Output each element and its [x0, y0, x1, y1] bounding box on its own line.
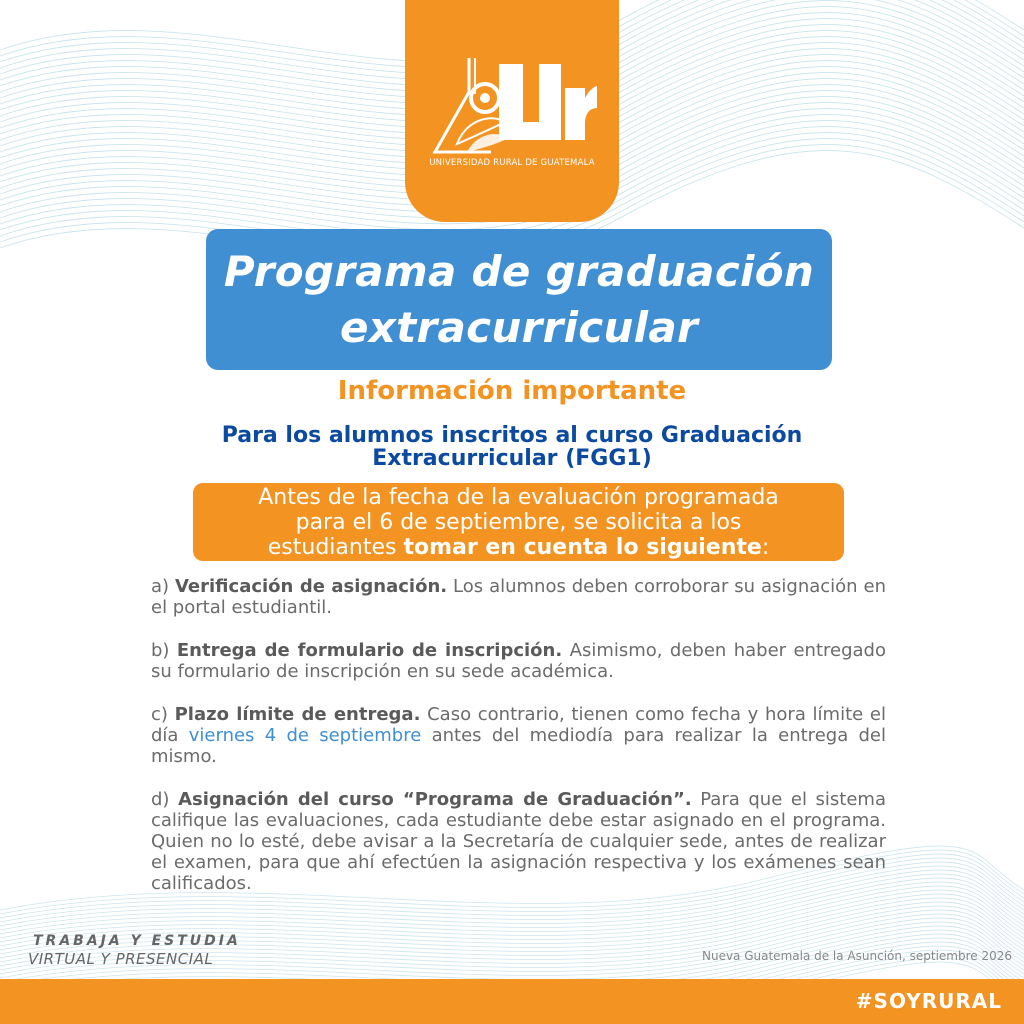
requirements-list	[151, 576, 886, 916]
item-title: Asignación del curso “Programa de Graduación”.	[178, 789, 692, 810]
item-text: antes del mediodía para realizar la entrega del mismo.	[151, 725, 887, 767]
item-letter: c)	[151, 704, 168, 725]
university-logo-icon	[427, 52, 597, 162]
item-letter: b)	[151, 640, 170, 661]
item-letter: d)	[151, 789, 170, 810]
instruction-note-emphasis: tomar en cuenta lo siguiente	[403, 534, 762, 560]
instruction-note-line-1: Antes de la fecha de la evaluación programada	[258, 484, 779, 510]
instruction-note-suffix: :	[761, 534, 770, 560]
logo-caption: UNIVERSIDAD RURAL DE GUATEMALA	[429, 158, 595, 168]
item-title: Entrega de formulario de inscripción.	[176, 640, 563, 661]
program-title-banner	[206, 229, 832, 370]
motto-line-2: VIRTUAL Y PRESENCIAL	[28, 950, 214, 968]
program-title-line-1: Programa de graduación	[223, 246, 815, 296]
requirement-item-a	[151, 576, 886, 618]
hashtag: #SOYRURAL	[855, 989, 1002, 1013]
item-text: Para que el sistema califique las evaluaciones, cada estudiante debe estar asignado en el programa. Quien no lo esté, debe avisar a la Secretaría de cualquier sede, antes de realizar el examen, para que ahí efectúen la asignación respectiva y los exámenes sean calificados.	[151, 789, 886, 894]
audience-heading-line-1: Para los alumnos inscritos al curso Graduación	[221, 423, 803, 448]
item-title: Verificación de asignación.	[174, 576, 448, 597]
program-title-line-2: extracurricular	[339, 302, 699, 352]
footer-bar	[0, 979, 1024, 1024]
instruction-note-line-3	[193, 535, 844, 560]
requirement-item-c	[151, 704, 886, 767]
audience-heading	[190, 424, 834, 470]
motto	[28, 932, 241, 968]
important-info-heading: Información importante	[337, 376, 687, 406]
item-letter: a)	[151, 576, 170, 597]
place-date: Nueva Guatemala de la Asunción, septiembre 2026	[701, 949, 1012, 963]
item-title: Plazo límite de entrega.	[174, 704, 421, 725]
requirement-item-d	[151, 789, 886, 894]
instruction-note-prefix: estudiantes	[267, 534, 404, 560]
motto-line-1: TRABAJA Y ESTUDIA	[33, 933, 241, 949]
item-text: Caso contrario, tienen como fecha y hora límite el día	[151, 704, 886, 746]
logo-tab	[405, 0, 619, 222]
item-text: Asimismo, deben haber entregado su formulario de inscripción en su sede académica.	[151, 640, 886, 682]
item-text: Los alumnos deben corroborar su asignación en el portal estudiantil.	[151, 576, 886, 618]
deadline-highlight: viernes 4 de septiembre	[188, 725, 422, 746]
instruction-note	[193, 483, 844, 561]
audience-heading-line-2: Extracurricular (FGG1)	[372, 446, 652, 471]
requirement-item-b	[151, 640, 886, 682]
instruction-note-line-2: para el 6 de septiembre, se solicita a los	[295, 509, 742, 535]
